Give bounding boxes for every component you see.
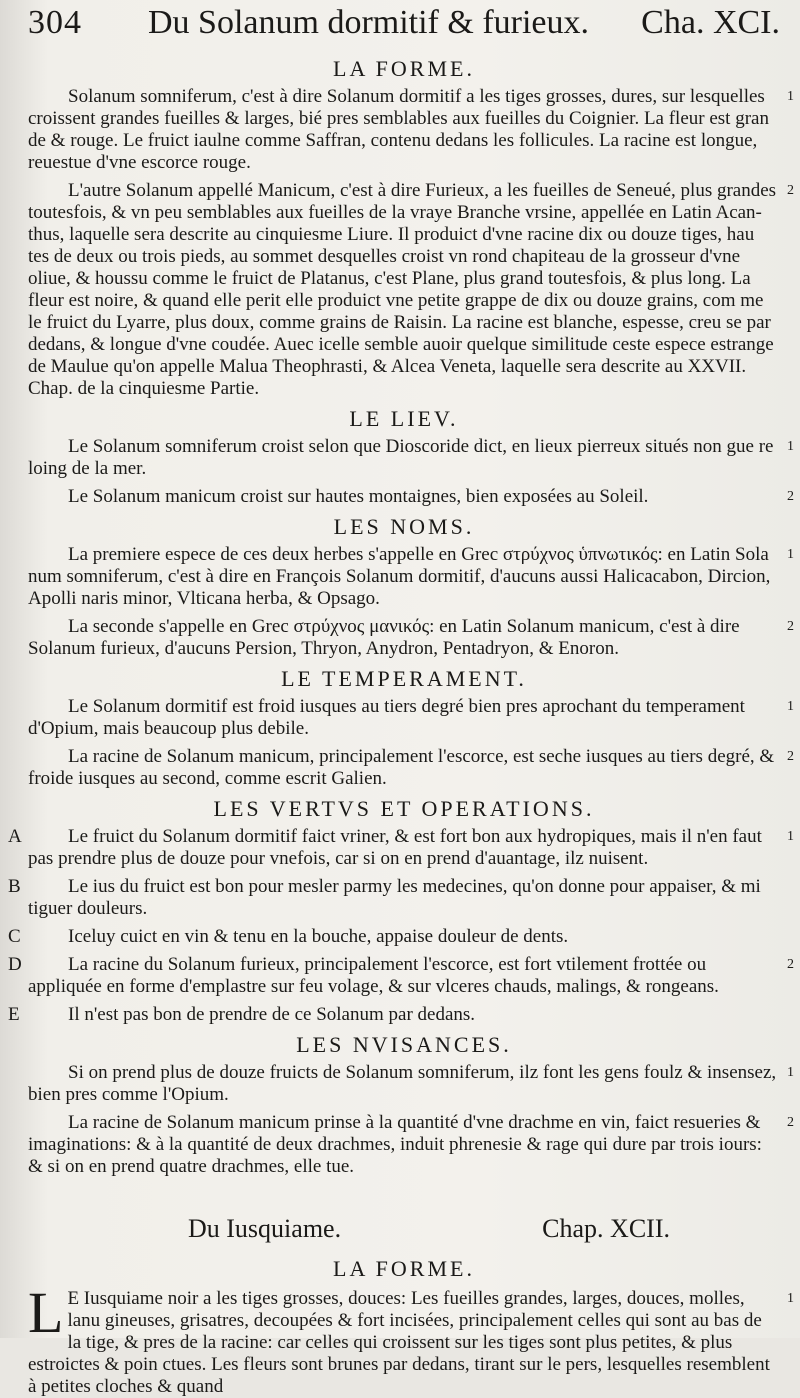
margin-number: 2 — [787, 1115, 794, 1130]
next-chapter-header — [28, 1202, 780, 1248]
margin-number: 2 — [787, 749, 794, 764]
paragraph-text: Iceluy cuict en vin & tenu en la bouche, appaise douleur de dents. — [68, 926, 569, 947]
paragraph — [28, 1062, 794, 1106]
margin-number: 1 — [787, 547, 794, 562]
paragraph-text: Le Solanum manicum croist sur hautes montaignes, bien exposées au Soleil. — [68, 486, 649, 507]
paragraph-text: E Iusquiame noir a les tiges grosses, douces: Les fueilles grandes, larges, douces, molles, lanu gineuses, grisatres, decoupées & fort incisées, principalement celles qui sont au bas de la tige, & pres de la racine: car celles qui croissent sur les tiges sont plus petites, & plus estroictes & poin ctues. Les fleurs sont brunes par dedans, tirant sur le pers, lesquelles resemblent à petites cloches & quand — [28, 1288, 770, 1397]
section-heading: LES VERTVS ET OPERATIONS. — [213, 796, 595, 821]
paragraph-letter: E — [8, 1004, 20, 1025]
next-chapter-title: Du Iusquiame. — [188, 1214, 342, 1243]
margin-number: 1 — [787, 699, 794, 714]
margin-number: 1 — [787, 829, 794, 844]
chapter-number: Cha. XCI. — [641, 4, 780, 41]
section-heading: LE LIEV. — [349, 406, 459, 431]
content — [8, 56, 794, 1178]
paragraph-text: Le fruict du Solanum dormitif faict vriner, & est fort bon aux hydropiques, mais il n'en faut pas prendre plus de douze pour vnefois, car si on en prend d'auantage, ilz nuisent. — [28, 826, 762, 869]
margin-number: 2 — [787, 489, 794, 504]
paragraph — [28, 696, 794, 740]
paragraph — [28, 1112, 794, 1178]
margin-number: 2 — [787, 619, 794, 634]
paragraph-letter: D — [8, 954, 22, 975]
paragraph — [8, 1004, 780, 1026]
paragraph — [8, 926, 780, 948]
margin-number: 2 — [787, 957, 794, 972]
paragraph-text: La premiere espece de ces deux herbes s'appelle en Grec στρύχνος ὑπνωτικός: en Latin Sola num somniferum, c'est à dire en François Solanum dormitif, d'aucuns aussi Halicacabon, Dircion, Apolli naris minor, Vlticana herba, & Opsago. — [28, 544, 771, 609]
page-frame — [8, 4, 794, 1397]
margin-number: 1 — [787, 1065, 794, 1080]
paragraph-text: Le ius du fruict est bon pour mesler parmy les medecines, qu'on donne pour appaiser, & mi tiguer douleurs. — [28, 876, 761, 919]
paragraph — [28, 616, 794, 660]
paragraph-text: La racine du Solanum furieux, principalement l'escorce, est fort vtilement frottée ou appliquée en forme d'emplastre sur feu volage, & sur vlceres chauds, malings, & rongeans. — [28, 954, 719, 997]
paragraph — [28, 544, 794, 610]
section-heading: LA FORME. — [333, 1256, 475, 1281]
page-header — [28, 0, 780, 50]
paragraph — [28, 486, 794, 508]
margin-number: 1 — [787, 439, 794, 454]
section-heading: LES NVISANCES. — [296, 1032, 512, 1057]
drop-cap: L — [28, 1280, 64, 1345]
paragraph — [28, 746, 794, 790]
paragraph — [8, 826, 794, 870]
section-heading: LES NOMS. — [333, 514, 475, 539]
paragraph-text: La racine de Solanum manicum prinse à la quantité d'vne drachme en vin, faict resueries & imaginations: & à la quantité de deux drachmes, induit phrenesie & rage qui dure par trois iours: & si on en prend quatre drachmes, elle tue. — [28, 1112, 762, 1177]
paragraph-letter: B — [8, 876, 21, 897]
section-heading: LE TEMPERAMENT. — [281, 666, 527, 691]
paragraph-text: Solanum somniferum, c'est à dire Solanum dormitif a les tiges grosses, dures, sur lesquelles croissent grandes fueilles & larges, bié pres semblables aux fueilles du Coignier. La fleur est gran de & rouge. Le fruict iaulne comme Saffran, contenu dedans les follicules. La racine est longue, reuestue d'vne escorce rouge. — [28, 86, 769, 173]
paragraph-text: La racine de Solanum manicum, principalement l'escorce, est seche iusques au tiers degré, & froide iusques au second, comme escrit Galien. — [28, 746, 775, 789]
paragraph-text: Le Solanum somniferum croist selon que Dioscoride dict, en lieux pierreux situés non gue re loing de la mer. — [28, 436, 774, 479]
paragraph-text: Si on prend plus de douze fruicts de Solanum somniferum, ilz font les gens foulz & insensez, bien pres comme l'Opium. — [28, 1062, 777, 1105]
section-heading: LA FORME. — [333, 56, 475, 81]
paragraph — [8, 876, 780, 920]
margin-number: 1 — [787, 89, 794, 104]
paragraph-text: Il n'est pas bon de prendre de ce Solanum par dedans. — [68, 1004, 476, 1025]
next-section-paragraph — [28, 1280, 794, 1398]
paragraph — [28, 86, 794, 174]
paragraph-letter: A — [8, 826, 22, 847]
paragraph — [28, 436, 794, 480]
paragraph-text: L'autre Solanum appellé Manicum, c'est à dire Furieux, a les fueilles de Seneué, plus grandes toutesfois, & vn peu semblables aux fueilles de la vraye Branche vrsine, appellée en Latin Acan-thus, laquelle sera descrite au cinquiesme Liure. Il produict d'vne racine dix ou douze tiges, hau tes de deux ou trois pieds, au sommet desquelles croist vn rond chapiteau de la grosseur d'vne oliue, & houssu comme le fruict de Platanus, c'est Plane, plus grand toutesfois, & plus long. La fleur est noire, & quand elle perit elle produict vne petite grappe de dix ou douze grains, com me le fruict du Lyarre, plus doux, comme grains de Raisin. La racine est blanche, espesse, creu se par dedans, & longue d'vne coudée. Auec icelle semble auoir quelque similitude ceste espece estrange de Maulue qu'on appelle Malua Theophrasti, & Alcea Veneta, laquelle sera descrite au XXVII. Chap. de la cinquiesme Partie. — [28, 180, 777, 399]
margin-number: 1 — [787, 1291, 794, 1306]
margin-number: 2 — [787, 183, 794, 198]
paragraph — [28, 180, 794, 400]
paragraph — [8, 954, 794, 998]
chapter-title: Du Solanum dormitif & furieux. — [148, 4, 590, 41]
paragraph-text: Le Solanum dormitif est froid iusques au tiers degré bien pres aprochant du temperament d'Opium, mais beaucoup plus debile. — [28, 696, 745, 739]
paragraph-text: La seconde s'appelle en Grec στρύχνος μανικός: en Latin Solanum manicum, c'est à dire Solanum furieux, d'aucuns Persion, Thryon, Anydron, Pentadryon, & Enoron. — [28, 616, 740, 659]
page-number: 304 — [28, 4, 82, 41]
next-chapter-number: Chap. XCII. — [542, 1214, 670, 1243]
paragraph-letter: C — [8, 926, 21, 947]
